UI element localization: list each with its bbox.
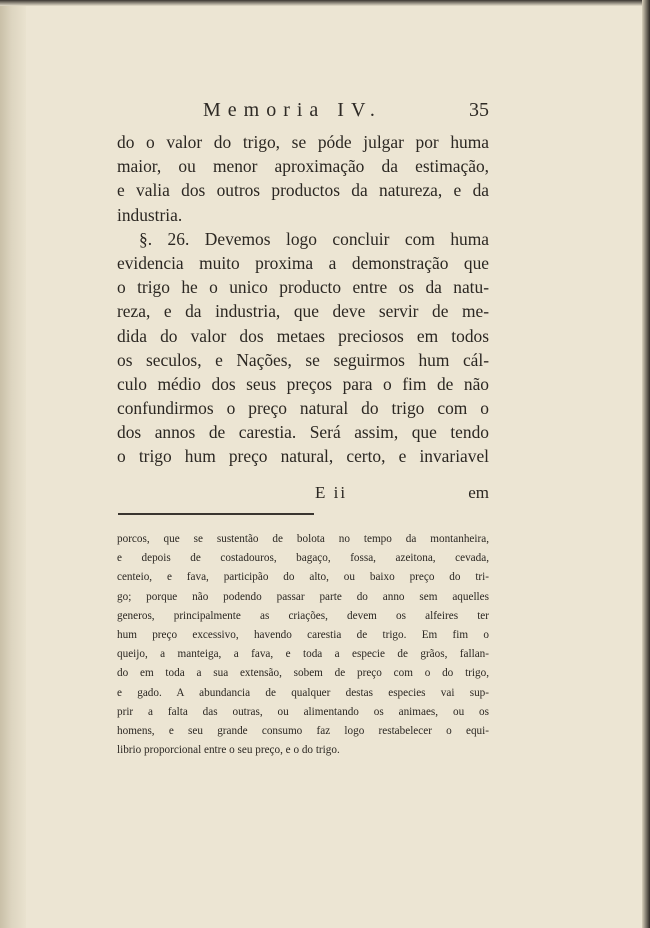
footnote-line: hum preço excessivo, havendo carestia de trigo. Em fim o: [117, 628, 489, 641]
page-header: [113, 99, 489, 127]
catchword: em: [468, 483, 489, 502]
text-line: evidencia muito proxima a demonstração que: [117, 252, 489, 273]
footnote-line: centeio, e fava, participão do alto, ou baixo preço do tri-: [117, 571, 489, 584]
text-line: industria.: [117, 204, 183, 225]
text-line: dida do valor dos metaes preciosos em todos: [117, 325, 489, 346]
main-text-block: [117, 130, 489, 469]
text-line: maior, ou menor aproximação da estimação,: [117, 156, 489, 177]
page-right-edge: [642, 0, 650, 928]
text-line: culo médio dos seus preços para o fim de não: [117, 373, 489, 394]
text-line: e valia dos outros productos da natureza, e da: [117, 180, 489, 201]
text-line: do o valor do trigo, se póde julgar por huma: [117, 132, 489, 152]
footnote-line: go; porque não podendo passar parte do anno sem aquelles: [117, 590, 489, 603]
text-line: o trigo he o unico producto entre os da natu-: [117, 277, 489, 298]
footnote-line: do em toda a sua extensão, sobem de preço com o do trigo,: [117, 667, 489, 680]
footnote-line: porcos, que se sustentão de bolota no tempo da montanheira,: [117, 533, 489, 545]
running-head: Memoria IV.: [203, 99, 382, 121]
text-line: o trigo hum preço natural, certo, e invariavel: [117, 446, 489, 467]
paragraph-start-line: §. 26. Devemos logo concluir com huma: [139, 228, 489, 249]
footnote-line: homens, e seu grande consumo faz logo restabelecer o equi-: [117, 724, 489, 737]
page-number: 35: [469, 99, 489, 121]
footnote-line: prir a falta das outras, ou alimentando os animaes, ou os: [117, 705, 489, 718]
text-line: reza, e da industria, que deve servir de me-: [117, 301, 489, 322]
footnote-block: [117, 530, 489, 760]
text-line: os seculos, e Nações, se seguirmos hum cál-: [117, 349, 489, 370]
text-line: dos annos de carestia. Será assim, que tendo: [117, 422, 489, 443]
page-top-edge: [0, 0, 650, 6]
footnote-rule: [118, 513, 314, 515]
footnote-line: queijo, a manteiga, a fava, e toda a especie de grãos, fallan-: [117, 648, 489, 661]
footnote-line: generos, principalmente as criações, devem os alfeires ter: [117, 609, 489, 622]
footnote-line: e gado. A abundancia de qualquer destas especies vai sup-: [117, 686, 489, 699]
text-line: confundirmos o preço natural do trigo com o: [117, 398, 489, 419]
footnote-line: e depois de costadouros, bagaço, fossa, azeitona, cevada,: [117, 552, 489, 565]
footnote-line: librio proporcional entre o seu preço, e o do trigo.: [117, 744, 340, 757]
book-spine-shadow: [0, 0, 26, 928]
signature-mark: E ii: [315, 483, 348, 502]
signature-line: [117, 483, 489, 507]
